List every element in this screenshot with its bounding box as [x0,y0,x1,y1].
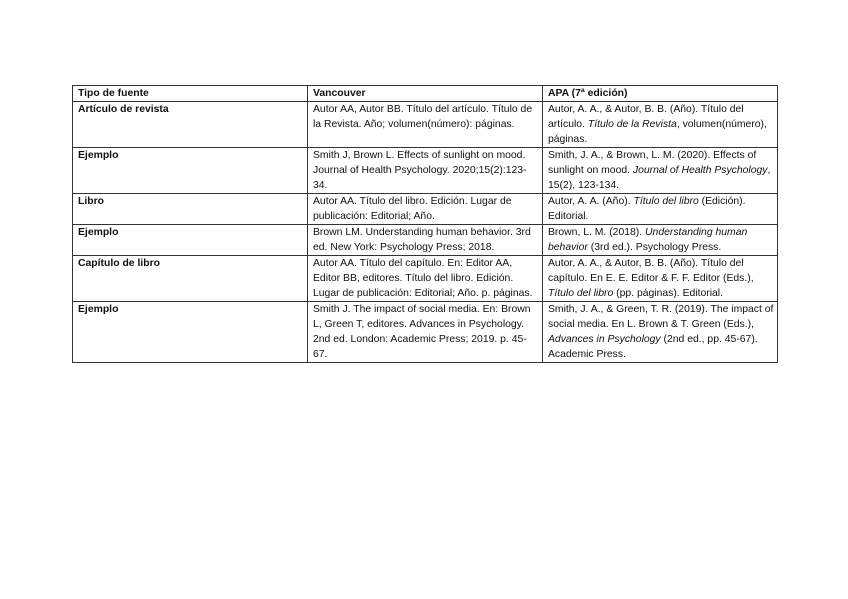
apa-citation-text: Smith, J. A., & Brown, L. M. (2020). Effects of sunlight on mood. [548,150,757,176]
vancouver-citation-text: Autor AA, Autor BB. Título del artículo. Título de la Revista. Año; volumen(número): páginas. [313,104,533,130]
row-source-type: Ejemplo [73,225,308,256]
header-source-type: Tipo de fuente [73,86,308,102]
citation-style-table [72,85,778,363]
apa-citation-text: Autor, A. A., & Autor, B. B. (Año). Título del artículo. [548,104,744,130]
vancouver-citation-cell [308,102,543,148]
apa-citation-cell [543,148,778,194]
vancouver-citation-text: Smith J. The impact of social media. En: Brown L, Green T, editores. Advances in Psychology. 2nd ed. London: Academic Press; 2019. p. 45-67. [313,304,531,360]
apa-citation-text: Título de la Revista [587,119,677,130]
row-source-type: Artículo de revista [73,102,308,148]
vancouver-citation-cell [308,302,543,363]
apa-citation-text: Título del libro [548,288,614,299]
apa-citation-text: Smith, J. A., & Green, T. R. (2019). The impact of social media. En L. Brown & T. Green (Eds.), [548,304,774,330]
vancouver-citation-text: Brown LM. Understanding human behavior. 3rd ed. New York: Psychology Press; 2018. [313,227,531,253]
apa-citation-text: , volumen(número), páginas. [548,119,767,145]
apa-citation-text: (Edición). Editorial. [548,196,746,222]
header-vancouver: Vancouver [308,86,543,102]
apa-citation-cell [543,302,778,363]
apa-citation-text: Journal of Health Psychology [632,165,768,176]
table-row [73,102,778,148]
table-row [73,302,778,363]
apa-citation-text: (2nd ed., pp. 45-67). Academic Press. [548,334,758,360]
vancouver-citation-cell [308,148,543,194]
apa-citation-cell [543,256,778,302]
table-row [73,225,778,256]
apa-citation-text: Título del libro [633,196,699,207]
vancouver-citation-text: Autor AA. Título del capítulo. En: Editor AA, Editor BB, editores. Título del libro. Edición. Lugar de publicación: Editorial; Año. p. páginas. [313,258,533,299]
apa-citation-text: (pp. páginas). Editorial. [613,288,724,299]
row-source-type: Capítulo de libro [73,256,308,302]
apa-citation-text: Advances in Psychology [548,334,661,345]
table-row [73,194,778,225]
row-source-type: Libro [73,194,308,225]
header-apa: APA (7ª edición) [543,86,778,102]
apa-citation-cell [543,225,778,256]
vancouver-citation-cell [308,256,543,302]
apa-citation-text: , 15(2), 123-134. [548,165,771,191]
table-header-row [73,86,778,102]
apa-citation-cell [543,194,778,225]
apa-citation-text: (3rd ed.). Psychology Press. [587,242,722,253]
vancouver-citation-text: Autor AA. Título del libro. Edición. Lugar de publicación: Editorial; Año. [313,196,512,222]
row-source-type: Ejemplo [73,148,308,194]
apa-citation-text: Autor, A. A., & Autor, B. B. (Año). Título del capítulo. En E. E. Editor & F. F. Editor (Eds.), [548,258,754,284]
apa-citation-cell [543,102,778,148]
table-row [73,148,778,194]
apa-citation-text: Understanding human behavior [548,227,748,253]
apa-citation-text: Brown, L. M. (2018). [548,227,646,238]
table-row [73,256,778,302]
row-source-type: Ejemplo [73,302,308,363]
vancouver-citation-text: Smith J, Brown L. Effects of sunlight on mood. Journal of Health Psychology. 2020;15(2):123-34. [313,150,527,191]
apa-citation-text: Autor, A. A. (Año). [548,196,634,207]
vancouver-citation-cell [308,194,543,225]
vancouver-citation-cell [308,225,543,256]
table-body [73,102,778,363]
